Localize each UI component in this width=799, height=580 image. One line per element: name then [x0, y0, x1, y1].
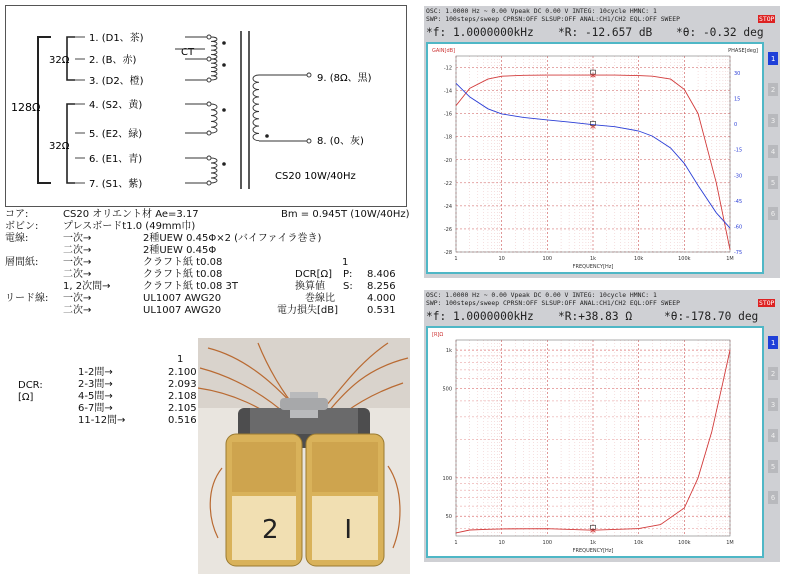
- y-tick-label: -12: [443, 65, 452, 72]
- primary-pin-3: 3. (D2、橙): [89, 76, 144, 87]
- dcr-table-label: DCR:: [18, 380, 43, 391]
- pin-terminal: [307, 139, 311, 143]
- side-button-5[interactable]: 5: [768, 460, 778, 473]
- x-tick-label: 10: [498, 540, 505, 546]
- dcr-table: [18, 354, 198, 447]
- ins-primary-value: クラフト紙 t0.08: [143, 257, 223, 268]
- secondary-pin-9: 9. (8Ω、黒): [317, 73, 372, 84]
- x-tick-label: 100: [542, 256, 553, 262]
- spec-col-header: 1: [342, 257, 349, 268]
- y-tick-label: 100: [442, 475, 452, 482]
- primary-pin-4: 4. (S2、黄): [89, 100, 143, 111]
- ins-secondary-label: 二次→: [63, 269, 92, 280]
- x-tick-label: 1M: [726, 540, 734, 546]
- y2-tick-label: 30: [734, 71, 741, 78]
- x-tick-label: 10k: [634, 540, 644, 546]
- side-button-5[interactable]: 5: [768, 176, 778, 189]
- y-tick-label: -22: [443, 180, 452, 187]
- dcr-table-unit: [Ω]: [18, 392, 34, 403]
- pin-terminal: [207, 57, 211, 61]
- secondary-pin-8: 8. (0、灰): [317, 136, 364, 147]
- polarity-dot: [265, 134, 269, 138]
- x-tick-label: 1k: [589, 540, 597, 546]
- side-button-3[interactable]: 3: [768, 398, 778, 411]
- pin-terminal: [307, 73, 311, 77]
- lead-secondary-label: 二次→: [63, 305, 92, 316]
- y2-tick-label: -75: [734, 250, 743, 256]
- polarity-dot: [222, 63, 226, 67]
- y2-tick-label: 15: [734, 96, 741, 103]
- dcr-value: 2.100: [168, 367, 197, 378]
- x-tick-label: 10k: [634, 256, 644, 262]
- ins-12-label: 1, 2次間→: [63, 281, 111, 292]
- x-tick-label: 100: [542, 540, 553, 546]
- y2-axis-label: PHASE[deg]: [728, 48, 758, 54]
- plot-area: [426, 42, 764, 274]
- conv-label: 換算値: [295, 281, 325, 292]
- y-tick-label: -20: [443, 157, 452, 164]
- bobbin-label: ボビン:: [5, 221, 39, 232]
- ratio-label: 巻線比: [305, 293, 335, 304]
- side-button-6[interactable]: 6: [768, 207, 778, 220]
- loss-label: 電力損失[dB]: [277, 305, 339, 316]
- r-readout: *R: -12.657 dB: [558, 26, 653, 39]
- stop-badge[interactable]: STOP: [759, 15, 775, 23]
- dcr-pair: 1-2間→: [78, 367, 113, 378]
- ins-secondary-value: クラフト紙 t0.08: [143, 269, 223, 280]
- x-tick-label: 1M: [726, 256, 734, 262]
- imp-bottom: 32Ω: [49, 141, 70, 152]
- x-tick-label: 100k: [678, 256, 691, 262]
- resistance-chart: [428, 328, 762, 556]
- dcr-s-label: S:: [343, 281, 353, 292]
- dcr-p-value: 8.406: [367, 269, 396, 280]
- y-tick-label: -14: [443, 88, 452, 95]
- dcr-value: 0.516: [168, 415, 197, 426]
- stop-badge[interactable]: STOP: [759, 299, 775, 307]
- header-line2: SWP: 100steps/sweep CPRSN:OFF SLSUP:OFF ANAL:CH1/CH2 EQL:OFF SWEEP: [426, 299, 680, 307]
- core-label: コア:: [5, 209, 29, 220]
- x-tick-label: 100k: [678, 540, 691, 546]
- plot-area: [426, 326, 764, 558]
- lead-secondary-value: UL1007 AWG20: [143, 305, 222, 316]
- model-label: CS20 10W/40Hz: [275, 171, 356, 182]
- freq-readout: *f: 1.0000000kHz: [426, 26, 534, 39]
- y-tick-label: -16: [443, 111, 452, 118]
- y-tick-label: 500: [442, 386, 452, 393]
- side-button-2[interactable]: 2: [768, 83, 778, 96]
- pin-terminal: [207, 78, 211, 82]
- insulation-label: 層間紙:: [5, 257, 39, 268]
- lead-primary-value: UL1007 AWG20: [143, 293, 222, 304]
- side-button-4[interactable]: 4: [768, 429, 778, 442]
- pin-terminal: [207, 131, 211, 135]
- transformer-photo: [198, 338, 410, 574]
- resistance-panel: [424, 290, 780, 562]
- dcr-pair: 11-12間→: [78, 415, 126, 426]
- header-line1: OSC: 1.0000 Hz ~ 0.00 Vpeak DC 0.00 V INTEG: 10cycle HMNC: 1: [426, 291, 657, 299]
- r-readout: *R:+38.83 Ω: [558, 310, 633, 323]
- y-tick-label: -18: [443, 134, 452, 141]
- x-tick-label: 1: [454, 540, 458, 546]
- photo-marking: 2 I: [262, 515, 352, 545]
- y-tick-label: -24: [443, 203, 452, 210]
- x-tick-label: 10: [498, 256, 505, 262]
- transformer-schematic: [5, 5, 407, 207]
- freq-readout: *f: 1.0000000kHz: [426, 310, 534, 323]
- dcr-label: DCR[Ω]: [295, 269, 333, 280]
- side-button-3[interactable]: 3: [768, 114, 778, 127]
- theta-readout: *θ:-178.70 deg: [664, 310, 759, 323]
- x-tick-label: 1: [454, 256, 458, 262]
- ratio-value: 4.000: [367, 293, 396, 304]
- ct-label: CT: [181, 47, 195, 58]
- side-button-4[interactable]: 4: [768, 145, 778, 158]
- dcr-col-header: 1: [177, 354, 184, 365]
- pin-terminal: [207, 35, 211, 39]
- y2-tick-label: -15: [734, 147, 743, 154]
- side-button-1[interactable]: 1: [768, 52, 778, 65]
- pin-terminal: [207, 181, 211, 185]
- y-tick-label: 50: [445, 514, 452, 521]
- wire-primary-value: 2種UEW 0.45Φ×2 (バイファイラ巻き): [143, 233, 322, 244]
- side-button-1[interactable]: 1: [768, 336, 778, 349]
- ins-primary-label: 一次→: [63, 257, 92, 268]
- x-axis-label: FREQUENCY[Hz]: [572, 264, 614, 270]
- dcr-pair: 4-5間→: [78, 391, 113, 402]
- y-axis-label: [R]Ω: [432, 332, 444, 338]
- y2-tick-label: 0: [734, 122, 738, 129]
- theta-readout: *θ: -0.32 deg: [676, 26, 764, 39]
- lead-primary-label: 一次→: [63, 293, 92, 304]
- x-axis-label: FREQUENCY[Hz]: [572, 548, 614, 554]
- x-tick-label: 1k: [589, 256, 597, 262]
- ins-12-value: クラフト紙 t0.08 3T: [143, 281, 239, 292]
- dcr-p-label: P:: [343, 269, 353, 280]
- wire-secondary-value: 2種UEW 0.45Φ: [143, 245, 217, 256]
- lead-label: リード線:: [5, 293, 49, 304]
- y-tick-label: 1k: [445, 348, 452, 355]
- dcr-pair: 2-3間→: [78, 379, 113, 390]
- bobbin-value: プレスボードt1.0 (49mm巾): [63, 221, 196, 232]
- bm-value: Bm = 0.945T (10W/40Hz): [281, 209, 410, 220]
- imp-top: 32Ω: [49, 55, 70, 66]
- core-value: CS20 オリエント材 Ae=3.17: [63, 209, 199, 220]
- wire-secondary-label: 二次→: [63, 245, 92, 256]
- gain-phase-chart: [428, 44, 762, 272]
- wire-primary-label: 一次→: [63, 233, 92, 244]
- polarity-dot: [222, 41, 226, 45]
- imp-total: 128Ω: [11, 101, 41, 114]
- header-line2: SWP: 100steps/sweep CPRSN:OFF SLSUP:OFF ANAL:CH1/CH2 EQL:OFF SWEEP: [426, 15, 680, 23]
- y-tick-label: -28: [443, 250, 452, 256]
- header-line1: OSC: 1.0000 Hz ~ 0.00 Vpeak DC 0.00 V INTEG: 10cycle HMNC: 1: [426, 7, 657, 15]
- y-axis-label: GAIN[dB]: [432, 48, 456, 54]
- dcr-pair: 6-7間→: [78, 403, 113, 414]
- primary-pin-5: 5. (E2、緑): [89, 129, 143, 140]
- primary-pin-6: 6. (E1、青): [89, 154, 143, 165]
- side-button-6[interactable]: 6: [768, 491, 778, 504]
- pin-terminal: [207, 102, 211, 106]
- pin-terminal: [207, 156, 211, 160]
- loss-value: 0.531: [367, 305, 396, 316]
- dcr-value: 2.108: [168, 391, 197, 402]
- gain-phase-panel: [424, 6, 780, 278]
- side-button-2[interactable]: 2: [768, 367, 778, 380]
- dcr-value: 2.105: [168, 403, 197, 414]
- dcr-s-value: 8.256: [367, 281, 396, 292]
- primary-pin-7: 7. (S1、紫): [89, 179, 143, 190]
- y2-tick-label: -60: [734, 224, 743, 231]
- primary-pin-1: 1. (D1、茶): [89, 33, 144, 44]
- primary-pin-2: 2. (B、赤): [89, 55, 137, 66]
- y2-tick-label: -30: [734, 173, 743, 180]
- y-tick-label: -26: [443, 226, 452, 233]
- y2-tick-label: -45: [734, 198, 743, 205]
- wire-label: 電線:: [5, 233, 29, 244]
- dcr-value: 2.093: [168, 379, 197, 390]
- polarity-dot: [222, 108, 226, 112]
- polarity-dot: [222, 162, 226, 166]
- spec-block: [5, 209, 410, 329]
